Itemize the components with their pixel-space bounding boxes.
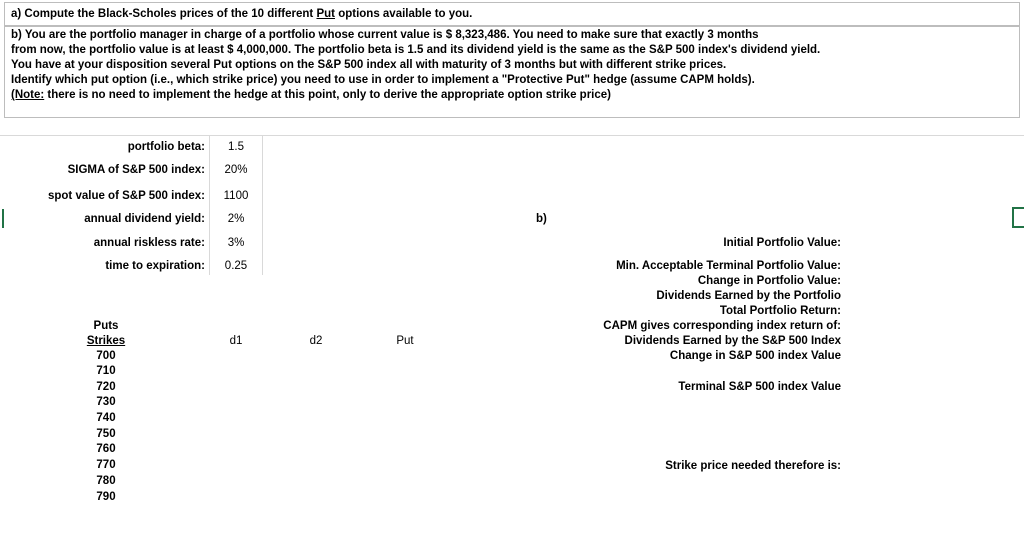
label-capm-index-return: CAPM gives corresponding index return of: [603,320,841,332]
param-value-spot-value[interactable]: 1100 [223,190,249,202]
label-dividends-portfolio: Dividends Earned by the Portfolio [656,290,841,302]
strike-cell[interactable]: 790 [96,491,116,503]
param-value-riskless-rate[interactable]: 3% [227,237,245,249]
strike-cell[interactable]: 740 [96,412,116,424]
param-label-sigma: SIGMA of S&P 500 index: [67,164,205,176]
row-marker-left [2,209,4,228]
part-a-question [11,7,472,22]
d1-header: d1 [229,335,243,347]
strike-cell[interactable]: 760 [96,443,116,455]
strikes-header: Strikes [86,335,126,347]
selected-cell-right[interactable] [1012,207,1024,228]
strike-cell[interactable]: 770 [96,459,116,471]
label-change-portfolio-value: Change in Portfolio Value: [697,275,841,287]
label-dividends-index: Dividends Earned by the S&P 500 Index [624,335,841,347]
strike-cell[interactable]: 700 [96,350,116,362]
part-b-line-2: from now, the portfolio value is at least $ 4,000,000. The portfolio beta is 1.5 and its dividend yield is the same as the S&P 500 index's dividend yield. [11,44,821,56]
param-label-spot-value: spot value of S&P 500 index: [47,190,205,202]
label-initial-portfolio-value: Initial Portfolio Value: [723,237,841,249]
strike-cell[interactable]: 710 [96,365,116,377]
strike-cell[interactable]: 720 [96,381,116,393]
puts-group-header: Puts [93,320,119,332]
label-terminal-index-value: Terminal S&P 500 index Value [678,381,841,393]
part-a-put-word: Put [316,8,335,20]
d2-header: d2 [309,335,323,347]
label-change-index-value: Change in S&P 500 index Value [669,350,841,362]
part-a-box [4,2,1020,26]
param-label-dividend-yield: annual dividend yield: [84,213,205,225]
part-a-prefix: a) Compute the Black-Scholes prices of the 10 different [11,8,317,20]
part-b-tag: b) [536,213,547,225]
part-b-line-1: b) You are the portfolio manager in charge of a portfolio whose current value is $ 8,323,486. You need to make sure that exactly 3 months [11,29,759,41]
part-a-suffix: options available to you. [335,8,473,20]
strike-cell[interactable]: 780 [96,475,116,487]
label-min-terminal-value: Min. Acceptable Terminal Portfolio Value: [616,260,841,272]
param-value-portfolio-beta[interactable]: 1.5 [228,141,244,153]
param-value-time-to-expiration[interactable]: 0.25 [224,260,248,272]
strike-cell[interactable]: 730 [96,396,116,408]
part-b-line-3: You have at your disposition several Put options on the S&P 500 index all with maturity of 3 months but with different strike prices. [11,59,727,71]
param-value-sigma[interactable]: 20% [224,164,248,176]
note-text: there is no need to implement the hedge at this point, only to derive the appropriate option strike price) [44,89,611,101]
param-value-dividend-yield[interactable]: 2% [227,213,245,225]
param-label-portfolio-beta: portfolio beta: [127,141,205,153]
param-label-time-to-expiration: time to expiration: [105,260,205,272]
part-b-line-4: Identify which put option (i.e., which strike price) you need to use in order to implement a "Protective Put" hedge (assume CAPM holds). [11,74,755,86]
strike-cell[interactable]: 750 [96,428,116,440]
note-label: (Note: [11,89,45,101]
part-b-box [4,26,1020,118]
part-b-note [11,88,611,103]
label-total-portfolio-return: Total Portfolio Return: [719,305,841,317]
put-header: Put [396,335,414,347]
label-strike-needed: Strike price needed therefore is: [665,460,841,472]
param-label-riskless-rate: annual riskless rate: [93,237,205,249]
